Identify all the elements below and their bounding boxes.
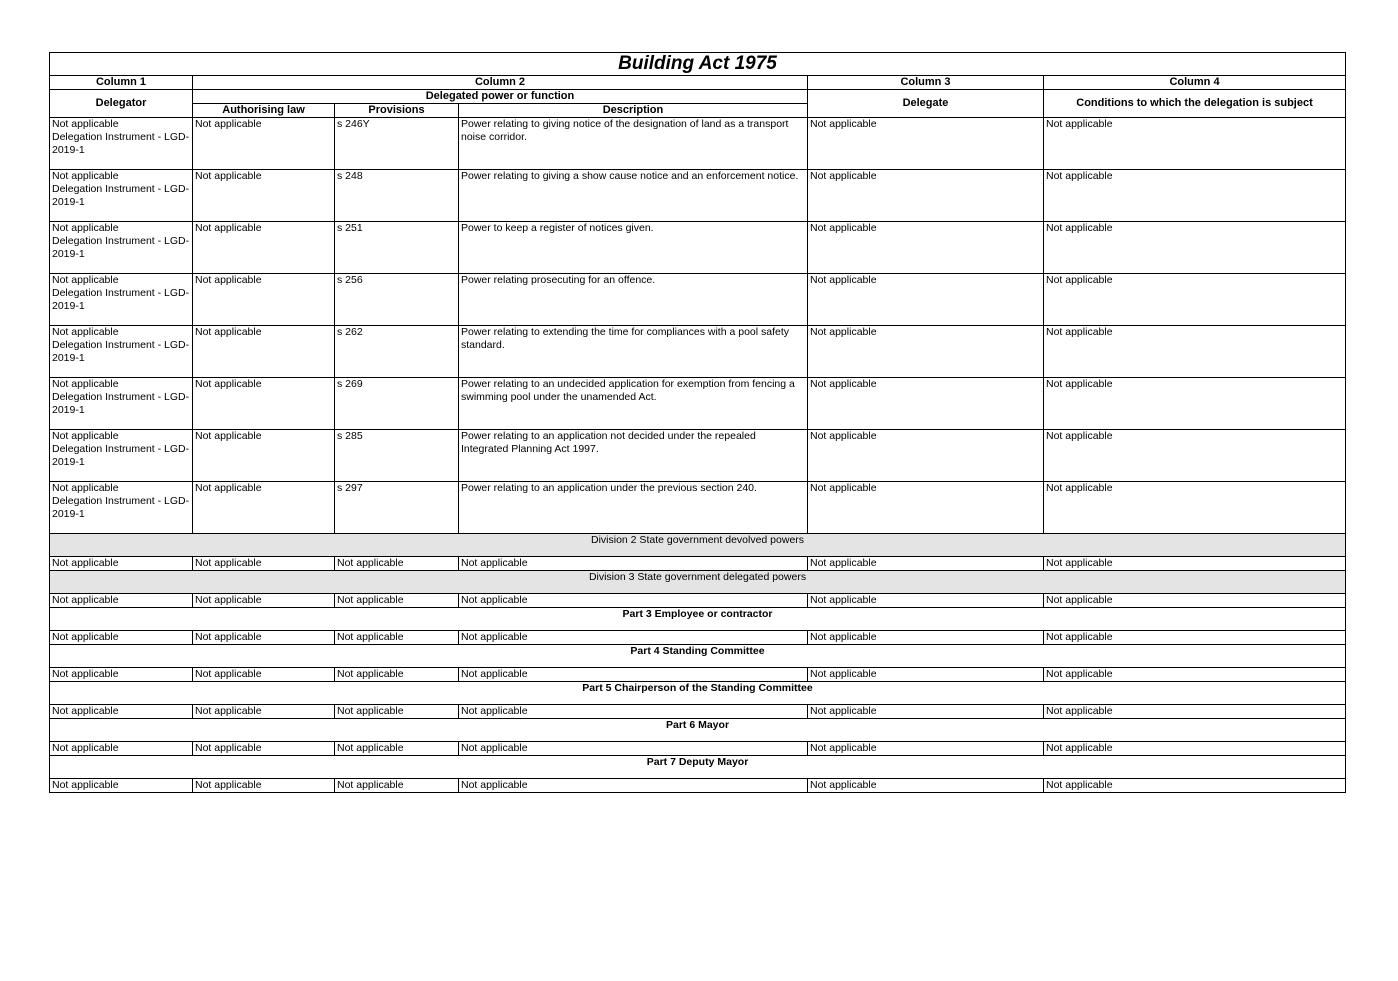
conditions-cell-text: Not applicable: [1046, 705, 1113, 717]
section-heading: Part 7 Deputy Mayor: [50, 756, 1346, 779]
table-row: [50, 557, 1346, 571]
table-row: [50, 594, 1346, 608]
provision-cell-text: Not applicable: [337, 668, 404, 680]
authorising-law-cell-text: Not applicable: [195, 557, 262, 569]
delegate-cell: [808, 430, 1044, 482]
delegator-cell: [50, 326, 193, 378]
delegator-header: Delegator: [50, 90, 193, 118]
description-cell-text: Power relating to an undecided application for exemption from fencing a swimming pool under the unamended Act.: [461, 378, 795, 403]
delegator-cell: [50, 594, 193, 608]
conditions-cell-text: Not applicable: [1046, 170, 1113, 182]
provision-cell: [335, 222, 459, 274]
conditions-cell-text: Not applicable: [1046, 482, 1113, 494]
description-cell-text: Power to keep a register of notices given.: [461, 222, 654, 234]
description-cell: [459, 274, 808, 326]
delegate-cell-text: Not applicable: [810, 170, 877, 182]
description-cell: [459, 705, 808, 719]
description-cell: [459, 378, 808, 430]
authorising-law-cell-text: Not applicable: [195, 274, 262, 286]
conditions-cell-text: Not applicable: [1046, 430, 1113, 442]
authorising-law-cell: [193, 557, 335, 571]
delegate-cell-text: Not applicable: [810, 482, 877, 494]
description-cell-text: Not applicable: [461, 705, 528, 717]
conditions-cell-text: Not applicable: [1046, 742, 1113, 754]
delegator-cell: [50, 482, 193, 534]
delegate-cell: [808, 705, 1044, 719]
provision-cell: [335, 668, 459, 682]
delegate-cell: [808, 779, 1044, 793]
conditions-cell: [1044, 594, 1346, 608]
provisions-header: Provisions: [335, 104, 459, 118]
delegator-cell: [50, 668, 193, 682]
delegator-cell-text: Not applicable Delegation Instrument - LGD- 2019-1: [52, 118, 190, 156]
delegate-cell: [808, 378, 1044, 430]
description-cell-text: Power relating to extending the time for compliances with a pool safety standard.: [461, 326, 790, 351]
description-cell-text: Not applicable: [461, 594, 528, 606]
table-row: [50, 170, 1346, 222]
table-row: [50, 378, 1346, 430]
conditions-cell-text: Not applicable: [1046, 326, 1113, 338]
conditions-cell: [1044, 170, 1346, 222]
delegate-cell: [808, 222, 1044, 274]
delegation-register-table: [49, 52, 1346, 793]
section-heading: Part 6 Mayor: [50, 719, 1346, 742]
delegator-cell-text: Not applicable: [52, 631, 119, 643]
description-cell: [459, 326, 808, 378]
authorising-law-cell: [193, 668, 335, 682]
description-cell-text: Power relating to giving a show cause notice and an enforcement notice.: [461, 170, 799, 182]
authorising-law-cell-text: Not applicable: [195, 170, 262, 182]
conditions-cell-text: Not applicable: [1046, 274, 1113, 286]
delegator-cell-text: Not applicable Delegation Instrument - LGD- 2019-1: [52, 482, 190, 520]
delegate-cell: [808, 118, 1044, 170]
authorising-law-header: Authorising law: [193, 104, 335, 118]
description-cell: [459, 222, 808, 274]
description-cell: [459, 779, 808, 793]
conditions-cell: [1044, 274, 1346, 326]
delegate-cell-text: Not applicable: [810, 326, 877, 338]
delegate-cell: [808, 742, 1044, 756]
conditions-cell: [1044, 482, 1346, 534]
conditions-cell: [1044, 742, 1346, 756]
table-row: [50, 482, 1346, 534]
delegate-cell: [808, 557, 1044, 571]
authorising-law-cell: [193, 274, 335, 326]
delegator-cell-text: Not applicable: [52, 668, 119, 680]
delegated-power-header: Delegated power or function: [193, 90, 808, 104]
delegate-cell-text: Not applicable: [810, 274, 877, 286]
description-cell: [459, 170, 808, 222]
conditions-cell: [1044, 668, 1346, 682]
authorising-law-cell: [193, 378, 335, 430]
delegator-cell-text: Not applicable: [52, 742, 119, 754]
delegator-cell-text: Not applicable Delegation Instrument - LGD- 2019-1: [52, 170, 190, 208]
provision-cell: [335, 274, 459, 326]
section-heading: Part 4 Standing Committee: [50, 645, 1346, 668]
section-heading-row: [50, 571, 1346, 594]
delegator-cell: [50, 430, 193, 482]
delegate-cell: [808, 170, 1044, 222]
delegate-cell-text: Not applicable: [810, 118, 877, 130]
table-row: [50, 274, 1346, 326]
delegator-cell: [50, 557, 193, 571]
provision-cell: [335, 378, 459, 430]
delegator-cell-text: Not applicable Delegation Instrument - LGD- 2019-1: [52, 222, 190, 260]
authorising-law-cell: [193, 705, 335, 719]
provision-cell: [335, 631, 459, 645]
column3-header: Column 3: [808, 76, 1044, 90]
authorising-law-cell-text: Not applicable: [195, 430, 262, 442]
delegator-cell: [50, 705, 193, 719]
description-cell-text: Not applicable: [461, 779, 528, 791]
description-header: Description: [459, 104, 808, 118]
conditions-cell: [1044, 222, 1346, 274]
description-cell-text: Power relating to an application under the previous section 240.: [461, 482, 757, 494]
delegator-cell: [50, 378, 193, 430]
provision-cell-text: Not applicable: [337, 594, 404, 606]
section-heading: Division 3 State government delegated powers: [50, 571, 1346, 594]
conditions-cell-text: Not applicable: [1046, 222, 1113, 234]
provision-cell: [335, 705, 459, 719]
provision-cell: [335, 482, 459, 534]
table-row: [50, 118, 1346, 170]
provision-cell-text: Not applicable: [337, 557, 404, 569]
conditions-cell-text: Not applicable: [1046, 557, 1113, 569]
delegate-cell: [808, 594, 1044, 608]
section-heading-row: [50, 608, 1346, 631]
provision-cell-text: s 251: [337, 222, 363, 234]
section-heading-row: [50, 719, 1346, 742]
provision-cell-text: s 285: [337, 430, 363, 442]
table-row: [50, 222, 1346, 274]
authorising-law-cell: [193, 222, 335, 274]
provision-cell-text: Not applicable: [337, 779, 404, 791]
authorising-law-cell: [193, 430, 335, 482]
delegator-cell: [50, 118, 193, 170]
section-heading-row: [50, 756, 1346, 779]
description-cell: [459, 557, 808, 571]
description-cell: [459, 482, 808, 534]
provision-cell-text: s 262: [337, 326, 363, 338]
delegator-cell: [50, 742, 193, 756]
provision-cell: [335, 430, 459, 482]
provision-cell-text: s 269: [337, 378, 363, 390]
authorising-law-cell-text: Not applicable: [195, 378, 262, 390]
section-heading: Division 2 State government devolved powers: [50, 534, 1346, 557]
conditions-cell-text: Not applicable: [1046, 378, 1113, 390]
delegate-cell: [808, 668, 1044, 682]
conditions-cell: [1044, 430, 1346, 482]
provision-cell: [335, 557, 459, 571]
delegator-cell-text: Not applicable: [52, 779, 119, 791]
delegator-cell-text: Not applicable: [52, 557, 119, 569]
conditions-cell: [1044, 326, 1346, 378]
column2-header: Column 2: [193, 76, 808, 90]
provision-cell: [335, 170, 459, 222]
column1-header: Column 1: [50, 76, 193, 90]
conditions-cell-text: Not applicable: [1046, 668, 1113, 680]
authorising-law-cell: [193, 631, 335, 645]
description-cell-text: Power relating prosecuting for an offence.: [461, 274, 656, 286]
provision-cell: [335, 742, 459, 756]
description-cell: [459, 594, 808, 608]
provision-cell-text: Not applicable: [337, 631, 404, 643]
provision-cell: [335, 118, 459, 170]
provision-cell-text: Not applicable: [337, 705, 404, 717]
provision-cell: [335, 779, 459, 793]
conditions-cell: [1044, 779, 1346, 793]
delegate-cell-text: Not applicable: [810, 668, 877, 680]
section-heading: Part 3 Employee or contractor: [50, 608, 1346, 631]
provision-cell-text: s 256: [337, 274, 363, 286]
authorising-law-cell: [193, 482, 335, 534]
provision-cell-text: s 248: [337, 170, 363, 182]
conditions-header: Conditions to which the delegation is subject: [1044, 90, 1346, 118]
table-row: [50, 668, 1346, 682]
table-row: [50, 631, 1346, 645]
delegator-cell-text: Not applicable Delegation Instrument - LGD- 2019-1: [52, 274, 190, 312]
delegator-cell: [50, 631, 193, 645]
description-cell: [459, 631, 808, 645]
authorising-law-cell-text: Not applicable: [195, 779, 262, 791]
authorising-law-cell-text: Not applicable: [195, 326, 262, 338]
conditions-cell-text: Not applicable: [1046, 779, 1113, 791]
authorising-law-cell-text: Not applicable: [195, 742, 262, 754]
delegate-header: Delegate: [808, 90, 1044, 118]
conditions-cell-text: Not applicable: [1046, 631, 1113, 643]
authorising-law-cell: [193, 742, 335, 756]
authorising-law-cell: [193, 779, 335, 793]
description-cell-text: Not applicable: [461, 557, 528, 569]
authorising-law-cell-text: Not applicable: [195, 705, 262, 717]
table-row: [50, 705, 1346, 719]
delegate-cell-text: Not applicable: [810, 557, 877, 569]
provision-cell-text: Not applicable: [337, 742, 404, 754]
description-cell-text: Not applicable: [461, 668, 528, 680]
delegate-cell-text: Not applicable: [810, 378, 877, 390]
delegator-cell-text: Not applicable Delegation Instrument - LGD- 2019-1: [52, 378, 190, 416]
delegate-cell: [808, 631, 1044, 645]
authorising-law-cell: [193, 594, 335, 608]
section-heading-row: [50, 682, 1346, 705]
delegate-cell-text: Not applicable: [810, 742, 877, 754]
authorising-law-cell-text: Not applicable: [195, 668, 262, 680]
delegate-cell-text: Not applicable: [810, 430, 877, 442]
delegate-cell-text: Not applicable: [810, 631, 877, 643]
authorising-law-cell-text: Not applicable: [195, 631, 262, 643]
description-cell: [459, 742, 808, 756]
conditions-cell-text: Not applicable: [1046, 594, 1113, 606]
conditions-cell: [1044, 631, 1346, 645]
delegate-cell: [808, 326, 1044, 378]
conditions-cell: [1044, 378, 1346, 430]
delegator-cell-text: Not applicable Delegation Instrument - LGD- 2019-1: [52, 430, 190, 468]
delegate-cell: [808, 274, 1044, 326]
description-cell-text: Power relating to giving notice of the designation of land as a transport noise corridor.: [461, 118, 789, 143]
authorising-law-cell: [193, 170, 335, 222]
description-cell: [459, 668, 808, 682]
section-heading: Part 5 Chairperson of the Standing Committee: [50, 682, 1346, 705]
authorising-law-cell-text: Not applicable: [195, 594, 262, 606]
delegator-cell-text: Not applicable: [52, 705, 119, 717]
authorising-law-cell: [193, 118, 335, 170]
table-row: [50, 742, 1346, 756]
table-row: [50, 430, 1346, 482]
delegator-cell-text: Not applicable: [52, 594, 119, 606]
document-title: Building Act 1975: [50, 53, 1346, 76]
conditions-cell-text: Not applicable: [1046, 118, 1113, 130]
conditions-cell: [1044, 557, 1346, 571]
description-cell: [459, 118, 808, 170]
section-heading-row: [50, 645, 1346, 668]
table-row: [50, 326, 1346, 378]
column4-header: Column 4: [1044, 76, 1346, 90]
authorising-law-cell-text: Not applicable: [195, 118, 262, 130]
delegator-cell: [50, 170, 193, 222]
authorising-law-cell-text: Not applicable: [195, 482, 262, 494]
provision-cell: [335, 326, 459, 378]
delegate-cell-text: Not applicable: [810, 779, 877, 791]
section-heading-row: [50, 534, 1346, 557]
conditions-cell: [1044, 705, 1346, 719]
delegate-cell-text: Not applicable: [810, 705, 877, 717]
description-cell-text: Power relating to an application not decided under the repealed Integrated Planning Act 1997.: [461, 430, 756, 455]
provision-cell-text: s 246Y: [337, 118, 370, 130]
description-cell: [459, 430, 808, 482]
delegate-cell: [808, 482, 1044, 534]
conditions-cell: [1044, 118, 1346, 170]
delegator-cell: [50, 779, 193, 793]
provision-cell-text: s 297: [337, 482, 363, 494]
description-cell-text: Not applicable: [461, 631, 528, 643]
delegator-cell-text: Not applicable Delegation Instrument - LGD- 2019-1: [52, 326, 190, 364]
delegator-cell: [50, 222, 193, 274]
provision-cell: [335, 594, 459, 608]
delegator-cell: [50, 274, 193, 326]
delegate-cell-text: Not applicable: [810, 222, 877, 234]
delegate-cell-text: Not applicable: [810, 594, 877, 606]
description-cell-text: Not applicable: [461, 742, 528, 754]
authorising-law-cell-text: Not applicable: [195, 222, 262, 234]
authorising-law-cell: [193, 326, 335, 378]
table-row: [50, 779, 1346, 793]
